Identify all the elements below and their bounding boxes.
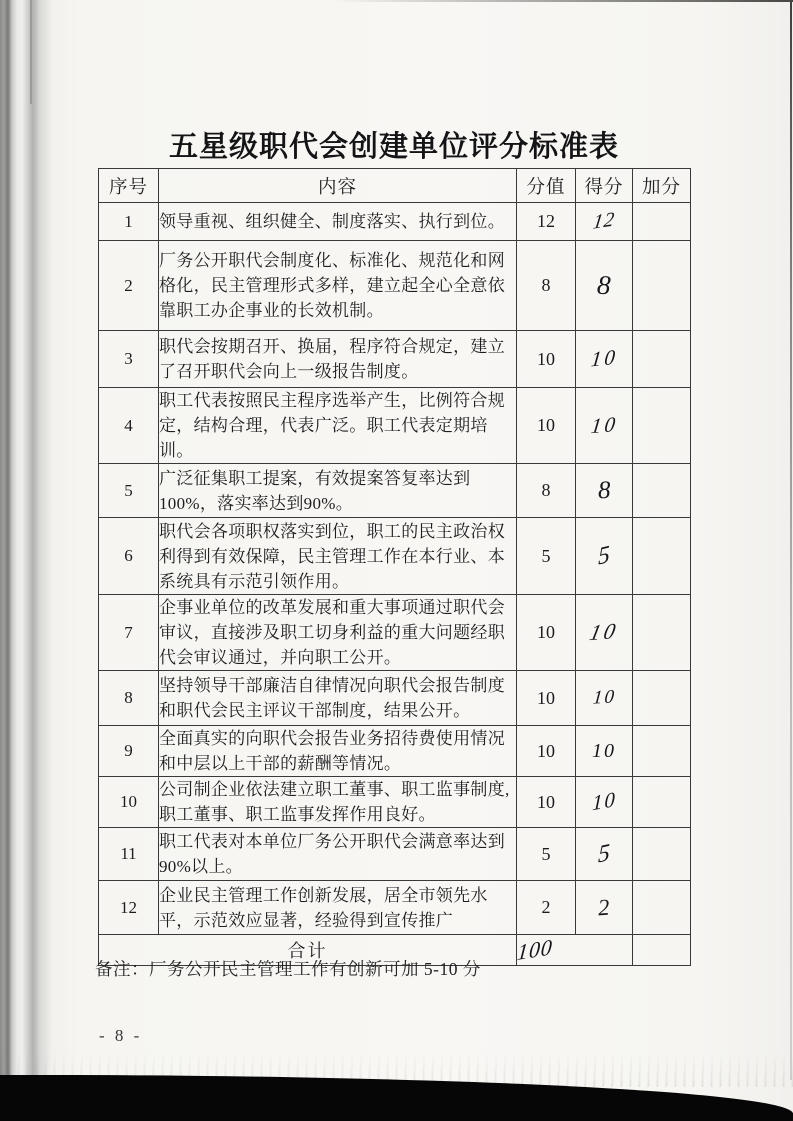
scan-black-edge-bar — [0, 1113, 793, 1121]
cell-content: 全面真实的向职代会报告业务招待费使用情况和中层以上干部的薪酬等情况。 — [159, 726, 517, 777]
cell-no: 6 — [99, 518, 159, 595]
cell-bonus — [633, 203, 691, 241]
handwritten-total: 100 — [516, 933, 554, 965]
cell-no: 3 — [99, 331, 159, 388]
cell-score: 5 — [517, 828, 576, 881]
cell-content: 职代会各项职权落实到位，职工的民主政治权利得到有效保障，民主管理工作在本行业、本系统具有示范引领作用。 — [159, 518, 517, 595]
cell-no: 7 — [99, 595, 159, 671]
cell-no: 9 — [99, 726, 159, 777]
handwritten-score: 12 — [591, 208, 617, 234]
cell-no: 12 — [99, 881, 159, 935]
cell-content: 公司制企业依法建立职工董事、职工监事制度,职工董事、职工监事发挥作用良好。 — [159, 777, 517, 828]
cell-earned — [576, 671, 633, 726]
cell-content: 职代会按期召开、换届，程序符合规定，建立了召开职代会向上一级报告制度。 — [159, 331, 517, 388]
cell-score: 8 — [517, 464, 576, 518]
cell-content: 企事业单位的改革发展和重大事项通过职代会审议，直接涉及职工切身利益的重大问题经职代会审议通过，并向职工公开。 — [159, 595, 517, 671]
table-row — [99, 881, 691, 935]
handwritten-score: 10 — [591, 686, 617, 709]
cell-no: 11 — [99, 828, 159, 881]
scoring-table-wrap — [98, 168, 691, 966]
table-row — [99, 777, 691, 828]
cell-earned — [576, 331, 633, 388]
cell-bonus — [633, 595, 691, 671]
handwritten-score: 8 — [596, 269, 612, 301]
table-row — [99, 726, 691, 777]
cell-score: 8 — [517, 241, 576, 331]
cell-score: 2 — [517, 881, 576, 935]
cell-content: 坚持领导干部廉洁自律情况向职代会报告制度和职代会民主评议干部制度，结果公开。 — [159, 671, 517, 726]
cell-no: 5 — [99, 464, 159, 518]
cell-bonus — [633, 388, 691, 464]
header-earned: 得分 — [576, 169, 633, 203]
table-row — [99, 388, 691, 464]
cell-content: 领导重视、组织健全、制度落实、执行到位。 — [159, 203, 517, 241]
cell-bonus — [633, 828, 691, 881]
scoring-table — [98, 168, 691, 966]
cell-no: 10 — [99, 777, 159, 828]
total-bonus-cell — [633, 935, 691, 966]
header-bonus: 加分 — [633, 169, 691, 203]
handwritten-score: 5 — [597, 839, 611, 869]
cell-no: 2 — [99, 241, 159, 331]
cell-earned — [576, 518, 633, 595]
table-row — [99, 671, 691, 726]
cell-bonus — [633, 671, 691, 726]
cell-earned — [576, 388, 633, 464]
handwritten-score: 10 — [589, 411, 620, 438]
cell-no: 4 — [99, 388, 159, 464]
handwritten-score: 8 — [597, 476, 611, 505]
cell-bonus — [633, 777, 691, 828]
table-row — [99, 203, 691, 241]
cell-no: 1 — [99, 203, 159, 241]
table-row — [99, 464, 691, 518]
cell-content: 职工代表对本单位厂务公开职代会满意率达到90%以上。 — [159, 828, 517, 881]
cell-bonus — [633, 518, 691, 595]
cell-content: 厂务公开职代会制度化、标准化、规范化和网格化，民主管理形式多样，建立起全心全意依靠职工办企事业的长效机制。 — [159, 241, 517, 331]
handwritten-score: 10 — [587, 617, 621, 646]
footnote: 备注：厂务公开民主管理工作有创新可加 5-10 分 — [95, 959, 481, 979]
handwritten-score: 10 — [589, 344, 619, 372]
cell-earned — [576, 203, 633, 241]
cell-score: 10 — [517, 331, 576, 388]
book-binding-shadow — [0, 0, 52, 1121]
cell-score: 10 — [517, 726, 576, 777]
header-content: 内容 — [159, 169, 517, 203]
page-edge-line-top — [330, 0, 793, 2]
cell-bonus — [633, 881, 691, 935]
header-score: 分值 — [517, 169, 576, 203]
cell-earned — [576, 726, 633, 777]
table-row — [99, 331, 691, 388]
cell-no: 8 — [99, 671, 159, 726]
page-number: - 8 - — [99, 1026, 143, 1045]
cell-bonus — [633, 726, 691, 777]
cell-earned — [576, 777, 633, 828]
total-label: 合计 — [99, 935, 517, 966]
cell-earned — [576, 595, 633, 671]
handwritten-score: 10 — [592, 739, 616, 762]
cell-score: 10 — [517, 777, 576, 828]
cell-earned — [576, 881, 633, 935]
cell-bonus — [633, 331, 691, 388]
cell-bonus — [633, 464, 691, 518]
cell-earned — [576, 241, 633, 331]
cell-score: 10 — [517, 671, 576, 726]
table-row — [99, 241, 691, 331]
table-row — [99, 828, 691, 881]
cell-content: 职工代表按照民主程序选举产生，比例符合规定，结构合理，代表广泛。职工代表定期培训。 — [159, 388, 517, 464]
page-edge-line-right — [790, 0, 792, 1080]
header-no: 序号 — [99, 169, 159, 203]
cell-score: 10 — [517, 595, 576, 671]
handwritten-score: 10 — [591, 786, 617, 816]
cell-score: 10 — [517, 388, 576, 464]
cell-earned — [576, 828, 633, 881]
page-title: 五星级职代会创建单位评分标准表 — [168, 131, 619, 163]
cell-bonus — [633, 241, 691, 331]
total-earned-cell — [517, 935, 633, 966]
table-row — [99, 595, 691, 671]
cell-content: 广泛征集职工提案，有效提案答复率达到100%，落实率达到90%。 — [159, 464, 517, 518]
cell-content: 企业民主管理工作创新发展，居全市领先水平，示范效应显著，经验得到宣传推广 — [159, 881, 517, 935]
handwritten-score: 5 — [598, 541, 610, 571]
cell-score: 12 — [517, 203, 576, 241]
handwritten-score: 2 — [597, 894, 611, 920]
page-edge-line-top-left — [30, 0, 32, 104]
table-header-row — [99, 169, 691, 203]
cell-earned — [576, 464, 633, 518]
cell-score: 5 — [517, 518, 576, 595]
table-row — [99, 518, 691, 595]
